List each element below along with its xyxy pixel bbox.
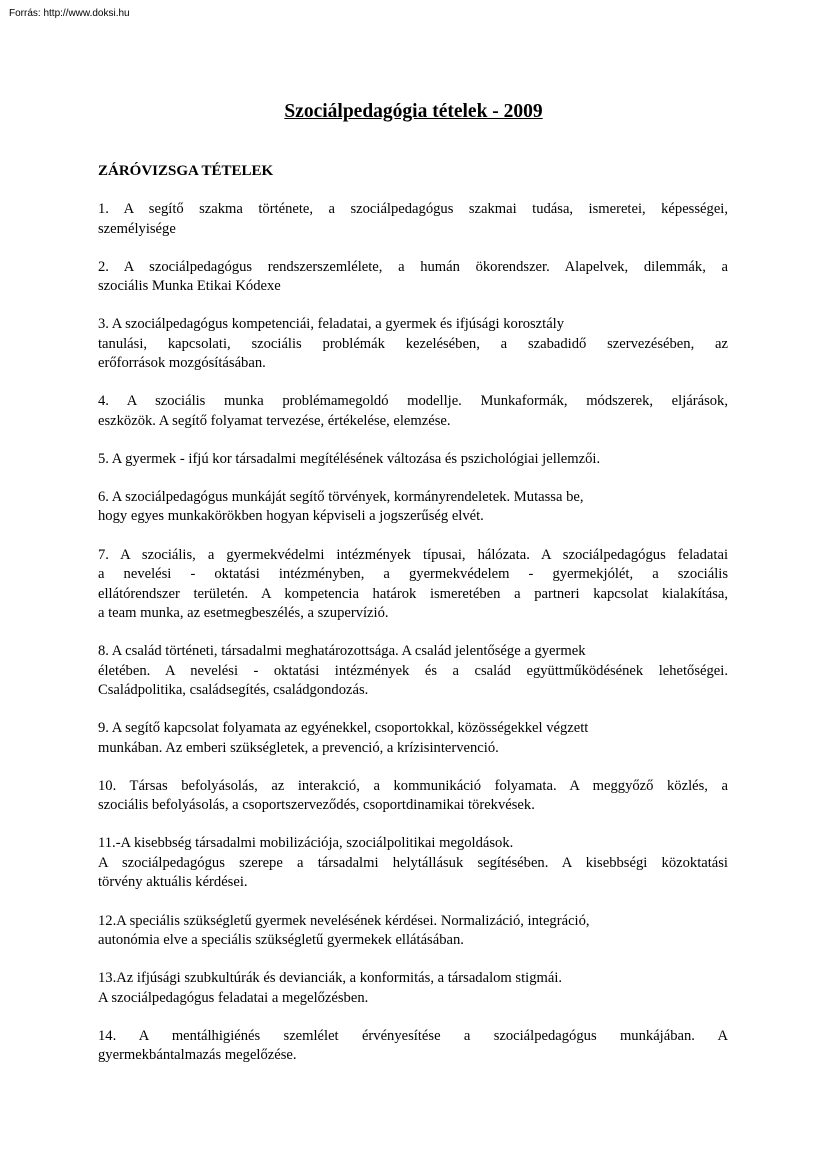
exam-topic-line: szociális befolyásolás, a csoportszerveződés, csoportdinamikai törekvések. [98, 797, 535, 814]
exam-topic-line: 2. A szociálpedagógus rendszerszemlélete, a humán ökorendszer. Alapelvek, dilemmák, a [98, 258, 728, 275]
source-note: Forrás: http://www.doksi.hu [9, 8, 130, 19]
exam-topic-line: 8. A család történeti, társadalmi meghatározottsága. A család jelentősége a gyermek [98, 643, 586, 660]
exam-topic-item [98, 969, 728, 1008]
exam-topic-line: munkában. Az emberi szükségletek, a prevenció, a krízisintervenció. [98, 739, 499, 756]
exam-topic-item [98, 1027, 728, 1066]
exam-topic-line: Családpolitika, családsegítés, családgondozás. [98, 682, 369, 699]
exam-topic-line: 3. A szociálpedagógus kompetenciái, feladatai, a gyermek és ifjúsági korosztály [98, 316, 565, 333]
exam-topic-item [98, 450, 728, 470]
exam-topic-line: 7. A szociális, a gyermekvédelmi intézmények típusai, hálózata. A szociálpedagógus feladatai [98, 546, 728, 563]
exam-topic-line: a team munka, az esetmegbeszélés, a szupervízió. [98, 605, 389, 622]
exam-topic-item [98, 777, 728, 816]
exam-topic-line: életében. A nevelési - oktatási intézmények és a család együttműködésének lehetőségei. [98, 662, 728, 679]
exam-topic-line: 11.-A kisebbség társadalmi mobilizációja, szociálpolitikai megoldások. [98, 835, 514, 852]
exam-topic-line: 12.A speciális szükségletű gyermek nevelésének kérdései. Normalizáció, integráció, [98, 912, 590, 929]
exam-topic-item [98, 488, 728, 527]
exam-topic-line: A szociálpedagógus szerepe a társadalmi helytállásuk segítésében. A kisebbségi közoktatási [98, 854, 728, 871]
exam-topic-line: erőforrások mozgósításában. [98, 355, 266, 372]
exam-topic-list [98, 200, 728, 1084]
exam-topic-item [98, 200, 728, 239]
exam-topic-line: gyermekbántalmazás megelőzése. [98, 1047, 297, 1064]
exam-topic-line: autonómia elve a speciális szükségletű gyermekek ellátásában. [98, 932, 464, 949]
section-heading: ZÁRÓVIZSGA TÉTELEK [98, 163, 274, 179]
exam-topic-line: 14. A mentálhigiénés szemlélet érvényesítése a szociálpedagógus munkájában. A [98, 1027, 728, 1044]
exam-topic-line: 1. A segítő szakma története, a szociálpedagógus szakmai tudása, ismeretei, képességei, [98, 201, 728, 217]
exam-topic-item [98, 546, 728, 624]
exam-topic-line: 6. A szociálpedagógus munkáját segítő törvények, kormányrendeletek. Mutassa be, [98, 488, 584, 505]
exam-topic-line: 5. A gyermek - ifjú kor társadalmi megítélésének változása és pszichológiai jellemzői. [98, 450, 601, 467]
exam-topic-line: személyisége [98, 220, 176, 237]
exam-topic-line: szociális Munka Etikai Kódexe [98, 278, 281, 295]
exam-topic-line: 4. A szociális munka problémamegoldó modellje. Munkaformák, módszerek, eljárások, [98, 393, 728, 410]
exam-topic-line: törvény aktuális kérdései. [98, 874, 248, 891]
exam-topic-line: A szociálpedagógus feladatai a megelőzésben. [98, 989, 369, 1006]
document-title: Szociálpedagógia tételek - 2009 [284, 101, 543, 122]
exam-topic-item [98, 315, 728, 374]
exam-topic-item [98, 392, 728, 431]
exam-topic-item [98, 258, 728, 297]
exam-topic-item [98, 912, 728, 951]
exam-topic-line: 9. A segítő kapcsolat folyamata az egyénekkel, csoportokkal, közösségekkel végzett [98, 720, 589, 737]
exam-topic-line: 10. Társas befolyásolás, az interakció, a kommunikáció folyamata. A meggyőző közlés, a [98, 777, 728, 794]
exam-topic-item [98, 719, 728, 758]
exam-topic-line: ellátórendszer területén. A kompetencia határok ismeretében a partneri kapcsolat kialakítása, [98, 585, 728, 602]
exam-topic-line: tanulási, kapcsolati, szociális problémák kezelésében, a szabadidő szervezésében, az [98, 335, 728, 352]
exam-topic-line: hogy egyes munkakörökben hogyan képviseli a jogszerűség elvét. [98, 508, 484, 525]
exam-topic-line: 13.Az ifjúsági szubkultúrák és devianciák, a konformitás, a társadalom stigmái. [98, 970, 563, 987]
exam-topic-item [98, 642, 728, 701]
exam-topic-line: eszközök. A segítő folyamat tervezése, értékelése, elemzése. [98, 412, 451, 429]
exam-topic-line: a nevelési - oktatási intézményben, a gyermekvédelem - gyermekjólét, a szociális [98, 566, 728, 583]
exam-topic-item [98, 834, 728, 893]
